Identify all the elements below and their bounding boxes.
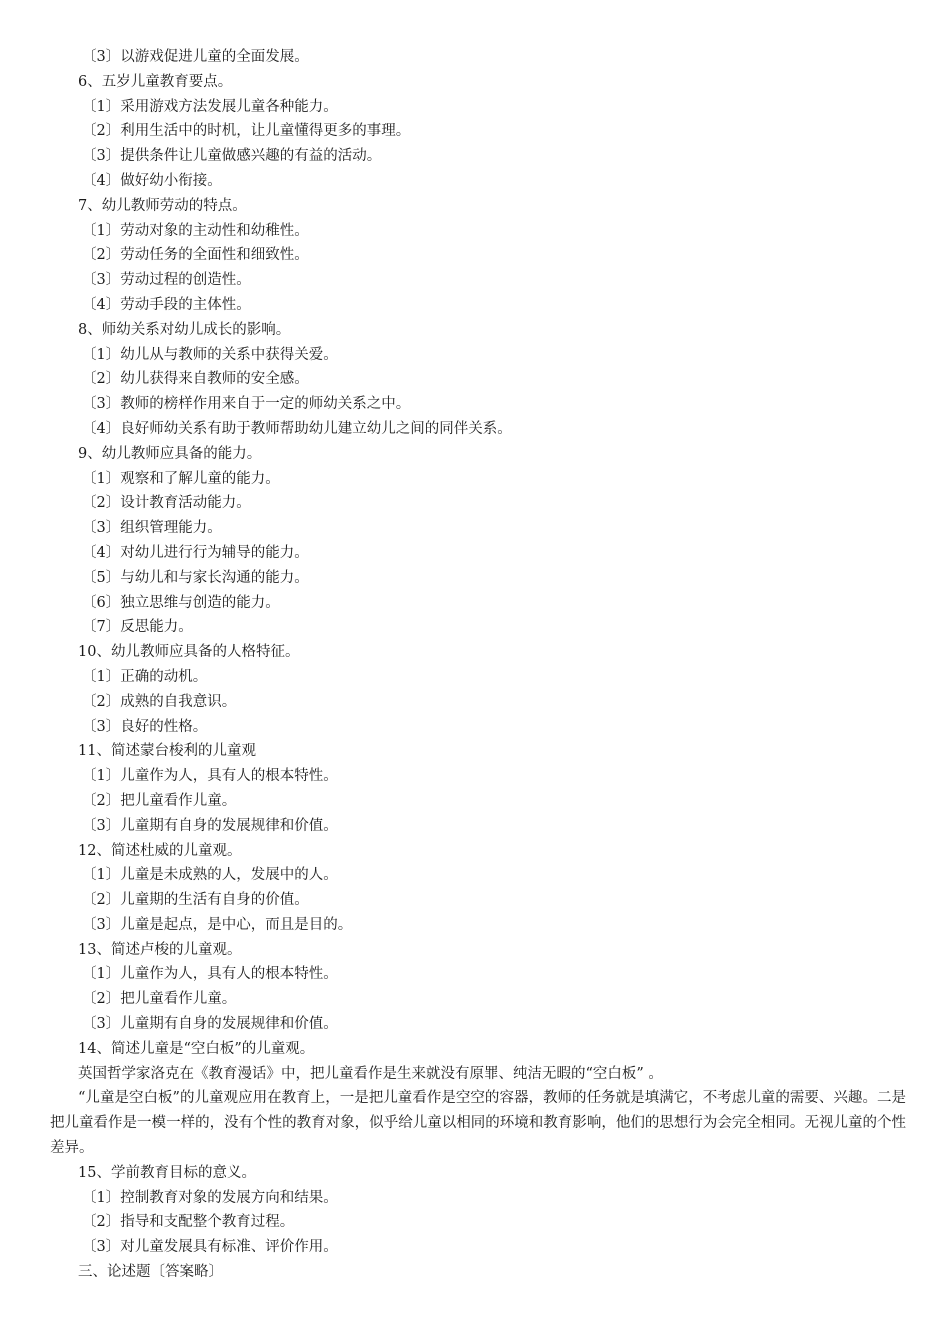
list-item: 〔2〕成熟的自我意识。 (82, 693, 237, 710)
list-item: 〔7〕反思能力。 (82, 619, 193, 636)
list-item: 〔4〕良好师幼关系有助于教师帮助幼儿建立幼儿之间的同伴关系。 (82, 420, 512, 437)
list-item: 〔3〕以游戏促进儿童的全面发展。 (82, 49, 309, 65)
section-heading: 6、五岁儿童教育要点。 (78, 73, 233, 90)
list-item: 〔3〕儿童是起点，是中心，而且是目的。 (82, 916, 353, 933)
list-item: 〔6〕独立思维与创造的能力。 (82, 594, 280, 611)
list-item: 〔4〕劳动手段的主体性。 (82, 296, 251, 313)
list-item: 〔1〕儿童作为人，具有人的根本特性。 (82, 768, 338, 785)
section-heading: 12、简述杜威的儿童观。 (78, 842, 242, 859)
list-item: 〔3〕提供条件让儿童做感兴趣的有益的活动。 (82, 148, 382, 165)
list-item: 〔2〕指导和支配整个教育过程。 (82, 1214, 295, 1231)
list-item: 〔2〕幼儿获得来自教师的安全感。 (82, 371, 309, 388)
section-heading: 11、简述蒙台梭利的儿童观 (78, 743, 256, 760)
list-item: 〔1〕正确的动机。 (82, 668, 208, 685)
list-item: 〔1〕幼儿从与教师的关系中获得关爱。 (82, 346, 338, 363)
paragraph: “儿童是空白板”的儿童观应用在教育上，一是把儿童看作是空空的容器，教师的任务就是填满它，不考虑儿童的需要、兴趣。二是把儿童看作是一模一样的，没有个性的教育对象，似乎给儿童以相同的环境和教育影响，他们的思想行为会完全相同。无视儿童的个性差异。 (50, 1090, 906, 1157)
list-item: 〔2〕儿童期的生活有自身的价值。 (82, 892, 309, 909)
list-item: 〔2〕设计教育活动能力。 (82, 495, 251, 512)
list-item: 〔3〕良好的性格。 (82, 718, 208, 735)
section-heading: 9、幼儿教师应具备的能力。 (78, 445, 262, 462)
list-item: 〔2〕劳动任务的全面性和细致性。 (82, 247, 309, 264)
list-item: 〔1〕控制教育对象的发展方向和结果。 (82, 1189, 338, 1206)
list-item: 〔1〕儿童是未成熟的人，发展中的人。 (82, 867, 338, 884)
section-heading: 13、简述卢梭的儿童观。 (78, 941, 242, 958)
list-item: 〔3〕劳动过程的创造性。 (82, 272, 251, 289)
list-item: 〔1〕采用游戏方法发展儿童各种能力。 (82, 98, 338, 115)
document-body (50, 45, 906, 1285)
list-item: 〔3〕儿童期有自身的发展规律和价值。 (82, 1016, 338, 1033)
list-item: 〔2〕把儿童看作儿童。 (82, 792, 237, 809)
list-item: 〔3〕组织管理能力。 (82, 520, 222, 537)
list-item: 〔1〕劳动对象的主动性和幼稚性。 (82, 222, 309, 239)
list-item: 〔4〕对幼儿进行行为辅导的能力。 (82, 544, 309, 561)
list-item: 〔3〕儿童期有自身的发展规律和价值。 (82, 817, 338, 834)
section-heading: 14、简述儿童是“空白板”的儿童观。 (78, 1040, 315, 1057)
section-heading: 8、师幼关系对幼儿成长的影响。 (78, 321, 291, 338)
list-item: 〔1〕观察和了解儿童的能力。 (82, 470, 280, 487)
list-item: 〔4〕做好幼小衔接。 (82, 172, 222, 189)
list-item: 〔5〕与幼儿和与家长沟通的能力。 (82, 569, 309, 586)
section-heading: 10、幼儿教师应具备的人格特征。 (78, 644, 300, 661)
list-item: 〔2〕利用生活中的时机，让儿童懂得更多的事理。 (82, 123, 411, 140)
list-item: 〔3〕对儿童发展具有标准、评价作用。 (82, 1239, 338, 1256)
section-heading: 三、论述题〔答案略〕 (78, 1264, 223, 1281)
list-item: 〔2〕把儿童看作儿童。 (82, 991, 237, 1008)
list-item: 〔3〕教师的榜样作用来自于一定的师幼关系之中。 (82, 396, 411, 413)
section-heading: 15、学前教育目标的意义。 (78, 1164, 256, 1181)
section-heading: 英国哲学家洛克在《教育漫话》中，把儿童看作是生来就没有原罪、纯洁无暇的“空白板” 。 (78, 1065, 663, 1082)
section-heading: 7、幼儿教师劳动的特点。 (78, 197, 247, 214)
list-item: 〔1〕儿童作为人，具有人的根本特性。 (82, 966, 338, 983)
